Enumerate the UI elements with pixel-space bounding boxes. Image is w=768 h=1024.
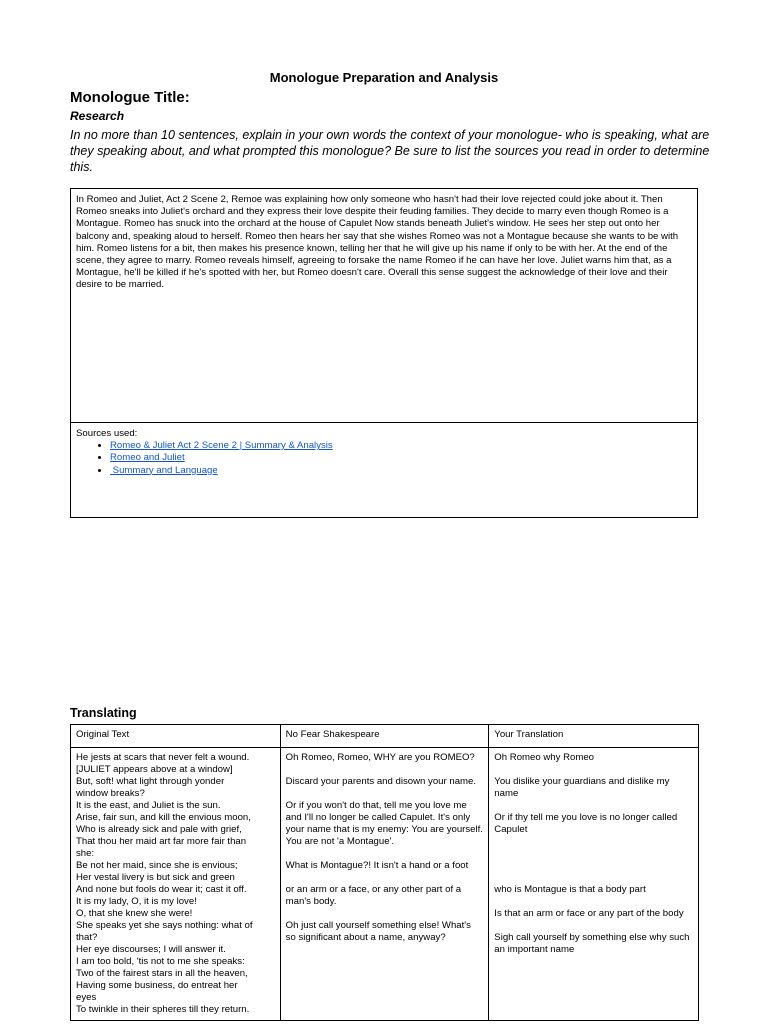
context-cell[interactable]: In Romeo and Juliet, Act 2 Scene 2, Remoe was explaining how only someone who hasn't had their love rejected could joke about it. Then Romeo sneaks into Juliet's orchard and they express their love despite their feuding families. They decide to marry even though Romeo is a Montague. Romeo has snuck into the orchard at the house of Capulet Now stands beneath Juliet's window. He sees her step out onto her balcony and, speaking aloud to herself. Romeo then hears her say that she wishes Romeo was not a Montague because she wants to be with him. Romeo listens for a bit, then makes his presence known, telling her that he will give up his name if only to be with her. At the end of the scene, they agree to marry. Romeo reveals himself, agreeing to forsake the name Romeo if he can have her love. Juliet warns him that, as a Montague, he'll be killed if he's spotted with her, but Romeo doesn't care. Overall this sense suggest the acknowledge of their love and their desire to be married. xyxy=(71,189,697,423)
column-header-original: Original Text xyxy=(71,725,281,748)
translation-line: Sigh call yourself by something else why such an important name xyxy=(494,932,690,955)
original-line: He jests at scars that never felt a wound. xyxy=(76,752,250,763)
original-line: Arise, fair sun, and kill the envious moon, xyxy=(76,812,251,823)
original-line: Two of the fairest stars in all the heaven, xyxy=(76,968,248,979)
original-line: Be not her maid, since she is envious; xyxy=(76,860,238,871)
original-line: But, soft! what light through yonder xyxy=(76,776,225,787)
research-prompt: In no more than 10 sentences, explain in your own words the context of your monologue- who is speaking, what are they speaking about, and what prompted this monologue? Be sure to list the sources you read in order to determine this. xyxy=(70,128,710,174)
no-fear-line: What is Montague?! It isn't a hand or a foot xyxy=(285,860,469,871)
no-fear-line: Or if you won't do that, tell me you love me and I'll no longer be called Capulet. It's only your name that is my enemy: You are yourself. You are not 'a Montague'. xyxy=(285,800,483,847)
source-item xyxy=(110,452,692,464)
original-text-cell[interactable] xyxy=(71,748,281,1021)
no-fear-line: Discard your parents and disown your name. xyxy=(285,776,477,787)
original-line: that? xyxy=(76,932,98,943)
original-line: To twinkle in their spheres till they return. xyxy=(76,1004,250,1015)
source-item xyxy=(110,440,692,452)
no-fear-line: or an arm or a face, or any other part of a man's body. xyxy=(285,884,462,907)
sources-cell[interactable] xyxy=(71,423,697,482)
original-line: Having some business, do entreat her xyxy=(76,980,238,991)
column-header-your-translation: Your Translation xyxy=(489,725,699,748)
original-line: And none but fools do wear it; cast it off. xyxy=(76,884,247,895)
sources-label: Sources used: xyxy=(76,428,138,439)
original-line: Her eye discourses; I will answer it. xyxy=(76,944,226,955)
original-line: window breaks? xyxy=(76,788,145,799)
table-header-row xyxy=(71,725,699,748)
original-line: I am too bold, 'tis not to me she speaks: xyxy=(76,956,245,967)
translation-line: Is that an arm or face or any part of the body xyxy=(494,908,684,919)
original-line: eyes xyxy=(76,992,97,1003)
original-line: Who is already sick and pale with grief, xyxy=(76,824,242,835)
sources-list xyxy=(76,440,692,477)
original-line: She speaks yet she says nothing: what of xyxy=(76,920,253,931)
research-heading: Research xyxy=(70,109,125,123)
source-link-act2-summary[interactable]: Romeo & Juliet Act 2 Scene 2 | Summary & Analysis xyxy=(110,440,333,452)
original-line: O, that she knew she were! xyxy=(76,908,193,919)
original-line: Her vestal livery is but sick and green xyxy=(76,872,235,883)
no-fear-line: Oh just call yourself something else! What's so significant about a name, anyway? xyxy=(285,920,471,943)
source-link-romeo-and-juliet[interactable]: Romeo and Juliet xyxy=(110,452,185,464)
no-fear-line: Oh Romeo, Romeo, WHY are you ROMEO? xyxy=(285,752,475,763)
original-line: [JULIET appears above at a window] xyxy=(76,764,233,775)
translating-heading: Translating xyxy=(70,706,137,720)
source-item xyxy=(110,465,692,477)
your-translation-cell[interactable] xyxy=(489,748,699,1021)
source-link-summary-language[interactable]: Summary and Language xyxy=(110,464,218,476)
translation-line: You dislike your guardians and dislike my name xyxy=(494,776,670,799)
table-row xyxy=(71,748,699,1021)
translation-table xyxy=(70,724,699,1021)
no-fear-cell[interactable] xyxy=(280,748,489,1021)
column-header-no-fear: No Fear Shakespeare xyxy=(280,725,489,748)
monologue-title-label: Monologue Title: xyxy=(70,89,190,106)
page-title: Monologue Preparation and Analysis xyxy=(269,70,499,85)
original-line: she: xyxy=(76,848,95,859)
original-line: It is my lady, O, it is my love! xyxy=(76,896,197,907)
translation-line: who is Montague is that a body part xyxy=(494,884,646,895)
translation-line: Oh Romeo why Romeo xyxy=(494,752,595,763)
translation-line: Or if thy tell me you love is no longer called Capulet xyxy=(494,812,678,835)
research-table xyxy=(70,188,698,518)
original-line: It is the east, and Juliet is the sun. xyxy=(76,800,221,811)
original-line: That thou her maid art far more fair than xyxy=(76,836,247,847)
